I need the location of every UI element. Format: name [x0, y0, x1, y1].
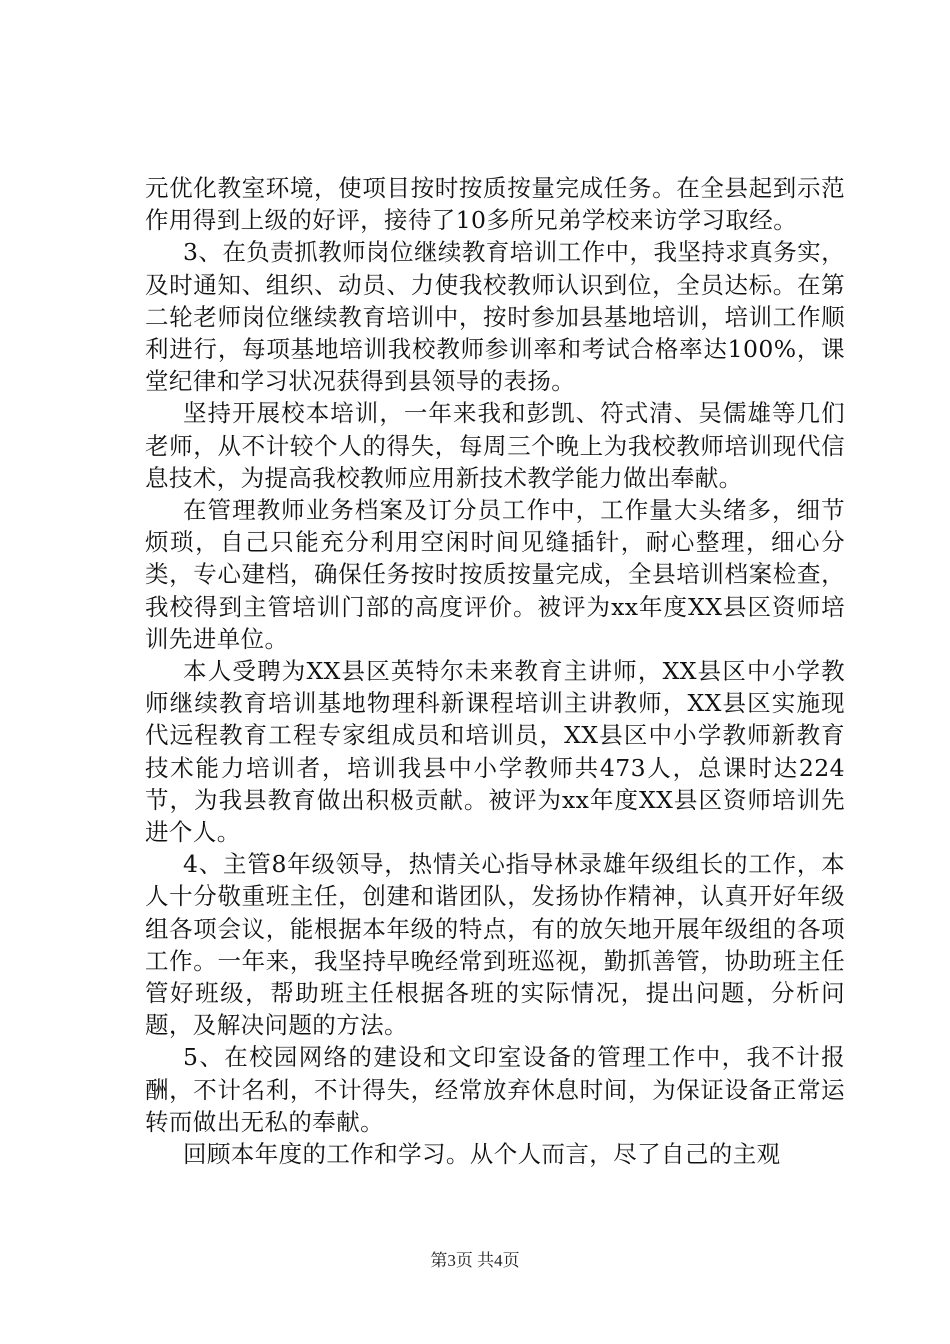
document-body — [145, 172, 845, 1170]
paragraph-item-4: 4、主管8年级领导，热情关心指导林录雄年级组长的工作，本人十分敬重班主任，创建和谐团队，发扬协作精神，认真开好年级组各项会议，能根据本年级的特点，有的放矢地开展年级组的各项工作。一年来，我坚持早晚经常到班巡视，勤抓善管，协助班主任管好班级，帮助班主任根据各班的实际情况，提出问题，分析问题，及解决问题的方法。 — [145, 850, 845, 1040]
page-number-footer: 第3页 共4页 — [430, 1251, 520, 1270]
paragraph-archive-management: 在管理教师业务档案及订分员工作中，工作量大头绪多，细节烦琐，自己只能充分利用空闲时间见缝插针，耐心整理，细心分类，专心建档，确保任务按时按质按量完成，全县培训档案检查，我校得到主管培训门部的高度评价。被评为xx年度XX县区资师培训先进单位。 — [145, 496, 845, 653]
paragraph-item-3: 3、在负责抓教师岗位继续教育培训工作中，我坚持求真务实，及时通知、组织、动员、力使我校教师认识到位，全员达标。在第二轮老师岗位继续教育培训中，按时参加县基地培训，培训工作顺利进行，每项基地培训我校教师参训率和考试合格率达100%，课堂纪律和学习状况获得到县领导的表扬。 — [145, 238, 845, 396]
paragraph-appointment: 本人受聘为XX县区英特尔未来教育主讲师，XX县区中小学教师继续教育培训基地物理科新课程培训主讲教师，XX县区实施现代远程教育工程专家组成员和培训员，XX县区中小学教师新教育技术能力培训者，培训我县中小学教师共473人，总课时达224节，为我县教育做出积极贡献。被评为xx年度XX县区资师培训先进个人。 — [145, 657, 845, 847]
paragraph-review: 回顾本年度的工作和学习。从个人而言，尽了自己的主观 — [183, 1140, 781, 1169]
paragraph-school-training: 坚持开展校本培训，一年来我和彭凯、符式清、吴儒雄等几们老师，从不计较个人的得失，每周三个晚上为我校教师培训现代信息技术，为提高我校教师应用新技术教学能力做出奉献。 — [145, 399, 845, 492]
paragraph-continuation: 元优化教室环境，使项目按时按质按量完成任务。在全县起到示范作用得到上级的好评，接待了10多所兄弟学校来访学习取经。 — [145, 174, 845, 235]
paragraph-item-5: 5、在校园网络的建设和文印室设备的管理工作中，我不计报酬，不计名利，不计得失，经常放弃休息时间，为保证设备正常运转而做出无私的奉献。 — [145, 1043, 845, 1136]
